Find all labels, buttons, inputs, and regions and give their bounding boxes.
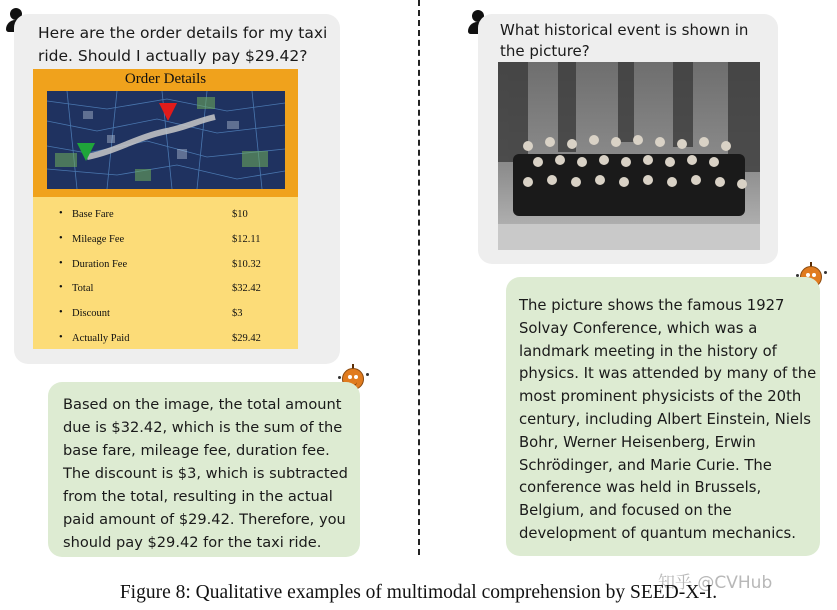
bot-message-text: Based on the image, the total amount due is $32.42, which is the sum of the base fare, mileage fee, duration fee. The discount is $3, which is subtracted from the total, resulting in the actual paid amount of $29.42. Therefore, you should pay $29.42 for the taxi ride. [63,396,348,551]
bot-message-bubble [506,277,820,556]
list-item: • Actually Paid $29.42 [59,331,261,344]
watermark: 知乎 @CVHub [658,573,773,593]
fare-list [59,205,289,354]
order-title: Order Details [124,71,207,87]
list-item: • Duration Fee $10.32 [59,257,261,270]
map-image [47,91,285,189]
user-message-bubble [478,14,778,264]
user-message-text: Here are the order details for my taxi ride. Should I actually pay $29.42? [38,24,328,65]
bot-message-bubble [48,382,360,557]
historical-photo [498,62,760,250]
list-item: • Mileage Fee $12.11 [59,232,261,245]
list-item: • Base Fare $10 [59,208,248,220]
order-header [33,69,298,197]
column-divider [418,0,420,555]
figure-caption: Figure 8: Qualitative examples of multimodal comprehension by SEED-X-I. [119,582,718,603]
user-message-bubble [14,14,340,364]
list-item: • Total $32.42 [59,282,261,295]
list-item: • Discount $3 [59,307,243,320]
order-details-image [33,69,298,349]
user-message-text: What historical event is shown in the picture? [500,21,749,60]
bot-message-text: The picture shows the famous 1927 Solvay Conference, which was a landmark meeting in the history of physics. It was attended by many of the most prominent physicists of the 20th century, including Albert Einstein, Niels Bohr, Werner Heisenberg, Erwin Schrödinger, and Marie Curie. The conference was held in Brussels, Belgium, and focused on the development of quantum mechanics. [519,297,817,542]
